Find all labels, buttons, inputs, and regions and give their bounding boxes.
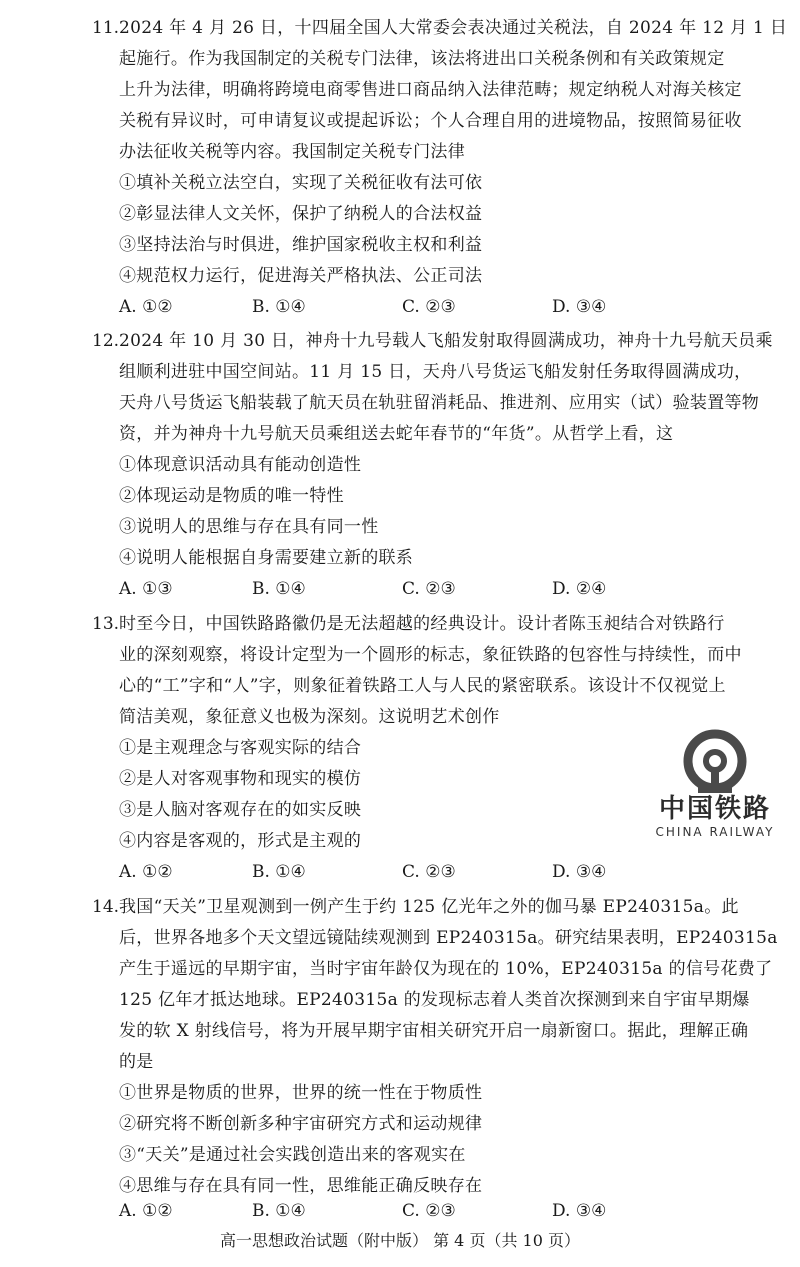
option-d: D. ③④ — [552, 862, 607, 882]
statement-item: ②研究将不断创新多种宇宙研究方式和运动规律 — [119, 1114, 483, 1134]
china-railway-logo — [640, 728, 790, 848]
question-text-line: 组顺利进驻中国空间站。11 月 15 日，天舟八号货运飞船发射任务取得圆满成功， — [119, 362, 752, 382]
statement-item: ①世界是物质的世界，世界的统一性在于物质性 — [119, 1083, 483, 1103]
question-text-line: 资，并为神舟十九号航天员乘组送去蛇年春节的“年货”。从哲学上看，这 — [119, 424, 674, 444]
statement-item: ①填补关税立法空白，实现了关税征收有法可依 — [119, 173, 483, 193]
option-c: C. ②③ — [402, 1201, 456, 1221]
option-a: A. ①② — [119, 862, 173, 882]
statement-item: ③说明人的思维与存在具有同一性 — [119, 517, 379, 537]
statement-item: ②是人对客观事物和现实的模仿 — [119, 769, 362, 789]
option-a: A. ①③ — [119, 579, 173, 599]
option-c: C. ②③ — [402, 862, 456, 882]
question-number: 14. — [92, 897, 120, 917]
question-text-line: 产生于遥远的早期宇宙，当时宇宙年龄仅为现在的 10%，EP240315a 的信号花费了 — [119, 959, 773, 979]
question-number: 12. — [92, 331, 120, 351]
statement-item: ②体现运动是物质的唯一特性 — [119, 486, 344, 506]
question-text-line: 125 亿年才抵达地球。EP240315a 的发现标志着人类首次探测到来自宇宙早期爆 — [119, 990, 750, 1010]
question-text-line: 简洁美观，象征意义也极为深刻。这说明艺术创作 — [119, 707, 500, 727]
page-footer: 高一思想政治试题（附中版） 第 4 页（共 10 页） — [220, 1231, 580, 1250]
statement-item: ③是人脑对客观存在的如实反映 — [119, 800, 362, 820]
question-text-line: 我国“天关”卫星观测到一例产生于约 125 亿光年之外的伽马暴 EP240315a。此 — [119, 897, 739, 917]
option-b: B. ①④ — [252, 297, 306, 317]
statement-item: ④说明人能根据自身需要建立新的联系 — [119, 548, 414, 568]
question-text-line: 时至今日，中国铁路路徽仍是无法超越的经典设计。设计者陈玉昶结合对铁路行 — [119, 614, 725, 634]
option-a: A. ①② — [119, 297, 173, 317]
question-text-line: 办法征收关税等内容。我国制定关税专门法律 — [119, 142, 465, 162]
option-d: D. ③④ — [552, 297, 607, 317]
option-a: A. ①② — [119, 1201, 173, 1221]
statement-item: ④规范权力运行，促进海关严格执法、公正司法 — [119, 266, 483, 286]
question-text-line: 天舟八号货运飞船装载了航天员在轨驻留消耗品、推进剂、应用实（试）验装置等物 — [119, 393, 760, 413]
logo-chinese-name: 中国铁路 — [658, 794, 771, 824]
question-text-line: 心的“工”字和“人”字，则象征着铁路工人与人民的紧密联系。该设计不仅视觉上 — [119, 676, 726, 696]
option-d: D. ②④ — [552, 579, 607, 599]
option-d: D. ③④ — [552, 1201, 607, 1221]
question-text-line: 关税有异议时，可申请复议或提起诉讼；个人合理自用的进境物品，按照简易征收 — [119, 111, 742, 131]
question-text-line: 后，世界各地多个天文望远镜陆续观测到 EP240315a。研究结果表明，EP240315a — [119, 928, 778, 948]
option-b: B. ①④ — [252, 579, 306, 599]
question-text-line: 2024 年 10 月 30 日，神舟十九号载人飞船发射取得圆满成功，神舟十九号航天员乘 — [119, 331, 773, 351]
question-text-line: 发的软 X 射线信号，将为开展早期宇宙相关研究开启一扇新窗口。据此，理解正确 — [119, 1021, 749, 1041]
logo-english-name: CHINA RAILWAY — [655, 825, 775, 839]
question-text-line: 起施行。作为我国制定的关税专门法律，该法将进出口关税条例和有关政策规定 — [119, 49, 725, 69]
question-text-line: 2024 年 4 月 26 日，十四届全国人大常委会表决通过关税法，自 2024 年 12 月 1 日 — [119, 18, 788, 38]
statement-item: ①体现意识活动具有能动创造性 — [119, 455, 362, 475]
statement-item: ④内容是客观的，形式是主观的 — [119, 831, 362, 851]
statement-item: ②彰显法律人文关怀，保护了纳税人的合法权益 — [119, 204, 483, 224]
statement-item: ③坚持法治与时俱进，维护国家税收主权和利益 — [119, 235, 483, 255]
question-number: 11. — [92, 18, 120, 38]
question-text-line: 业的深刻观察，将设计定型为一个圆形的标志，象征铁路的包容性与持续性，而中 — [119, 645, 742, 665]
option-b: B. ①④ — [252, 1201, 306, 1221]
question-text-line: 的是 — [119, 1052, 154, 1072]
option-c: C. ②③ — [402, 297, 456, 317]
question-text-line: 上升为法律，明确将跨境电商零售进口商品纳入法律范畴；规定纳税人对海关核定 — [119, 80, 742, 100]
option-c: C. ②③ — [402, 579, 456, 599]
question-number: 13. — [92, 614, 120, 634]
statement-item: ③“天关”是通过社会实践创造出来的客观实在 — [119, 1145, 466, 1165]
statement-item: ①是主观理念与客观实际的结合 — [119, 738, 362, 758]
option-b: B. ①④ — [252, 862, 306, 882]
statement-item: ④思维与存在具有同一性，思维能正确反映存在 — [119, 1176, 483, 1196]
